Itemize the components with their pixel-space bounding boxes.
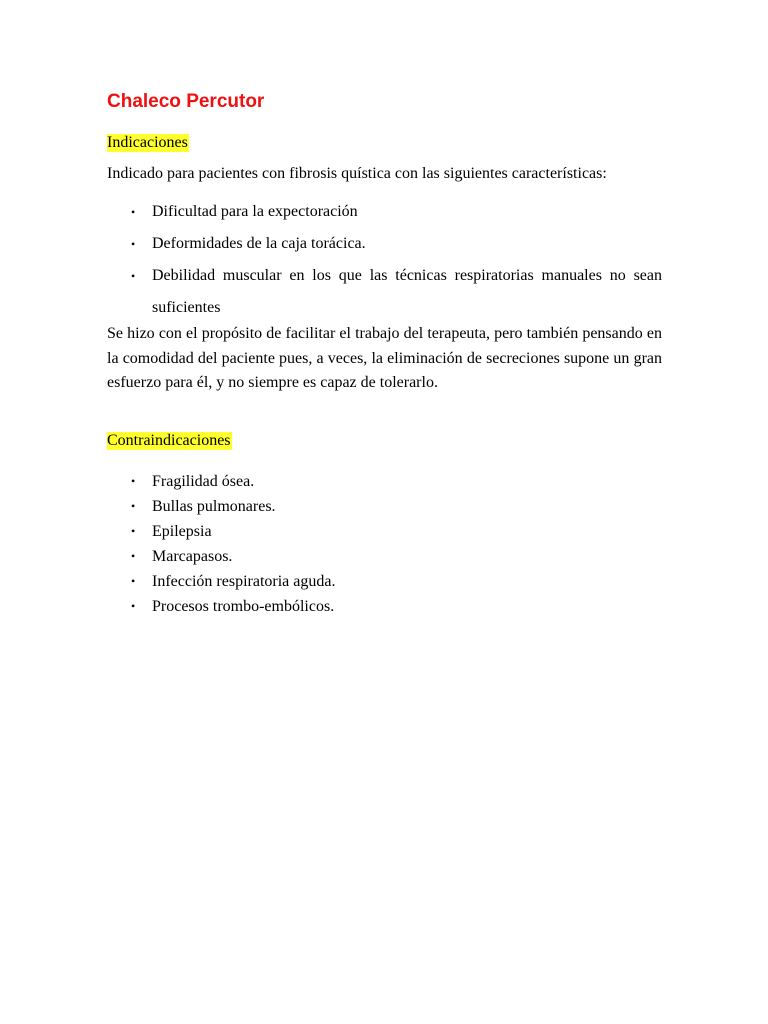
list-item-text: Infección respiratoria aguda. [152,573,336,590]
document-title: Chaleco Percutor [107,91,265,112]
list-item-text: Marcapasos. [152,548,233,565]
bullet-icon: • [131,599,136,613]
bullet-icon: • [131,574,136,588]
list-item [107,594,662,619]
bullet-icon: • [131,205,136,219]
body-paragraph: Se hizo con el propósito de facilitar el trabajo del terapeuta, pero también pensando en la comodidad del paciente pues, a veces, la eliminación de secreciones supone un gran esfuerzo para él, y no siempre es capaz de tolerarlo. [107,325,662,391]
contraindicaciones-list [107,469,662,619]
indicaciones-list [107,196,662,324]
list-item-text: Debilidad muscular en los que las técnicas respiratorias manuales no sean suficientes [152,267,662,316]
list-item [107,196,662,228]
list-item [107,569,662,594]
heading-indicaciones-text: Indicaciones [107,134,188,151]
bullet-icon: • [131,499,136,513]
list-item-text: Procesos trombo-embólicos. [152,598,335,615]
bullet-icon: • [131,524,136,538]
bullet-icon: • [131,269,136,283]
list-item [107,260,662,324]
list-item [107,228,662,260]
list-item [107,519,662,544]
list-item-text: Fragilidad ósea. [152,473,255,490]
list-item-text: Bullas pulmonares. [152,498,276,515]
list-item-text: Epilepsia [152,523,212,540]
heading-contraindicaciones-text: Contraindicaciones [107,432,231,449]
heading-indicaciones [107,133,189,153]
bullet-icon: • [131,237,136,251]
list-item-text: Deformidades de la caja torácica. [152,235,366,252]
list-item [107,469,662,494]
list-item [107,494,662,519]
list-item-text: Dificultad para la expectoración [152,203,358,220]
heading-contraindicaciones [107,431,232,451]
list-item [107,544,662,569]
bullet-icon: • [131,474,136,488]
bullet-icon: • [131,549,136,563]
indicaciones-intro: Indicado para pacientes con fibrosis quística con las siguientes características: [107,165,607,182]
